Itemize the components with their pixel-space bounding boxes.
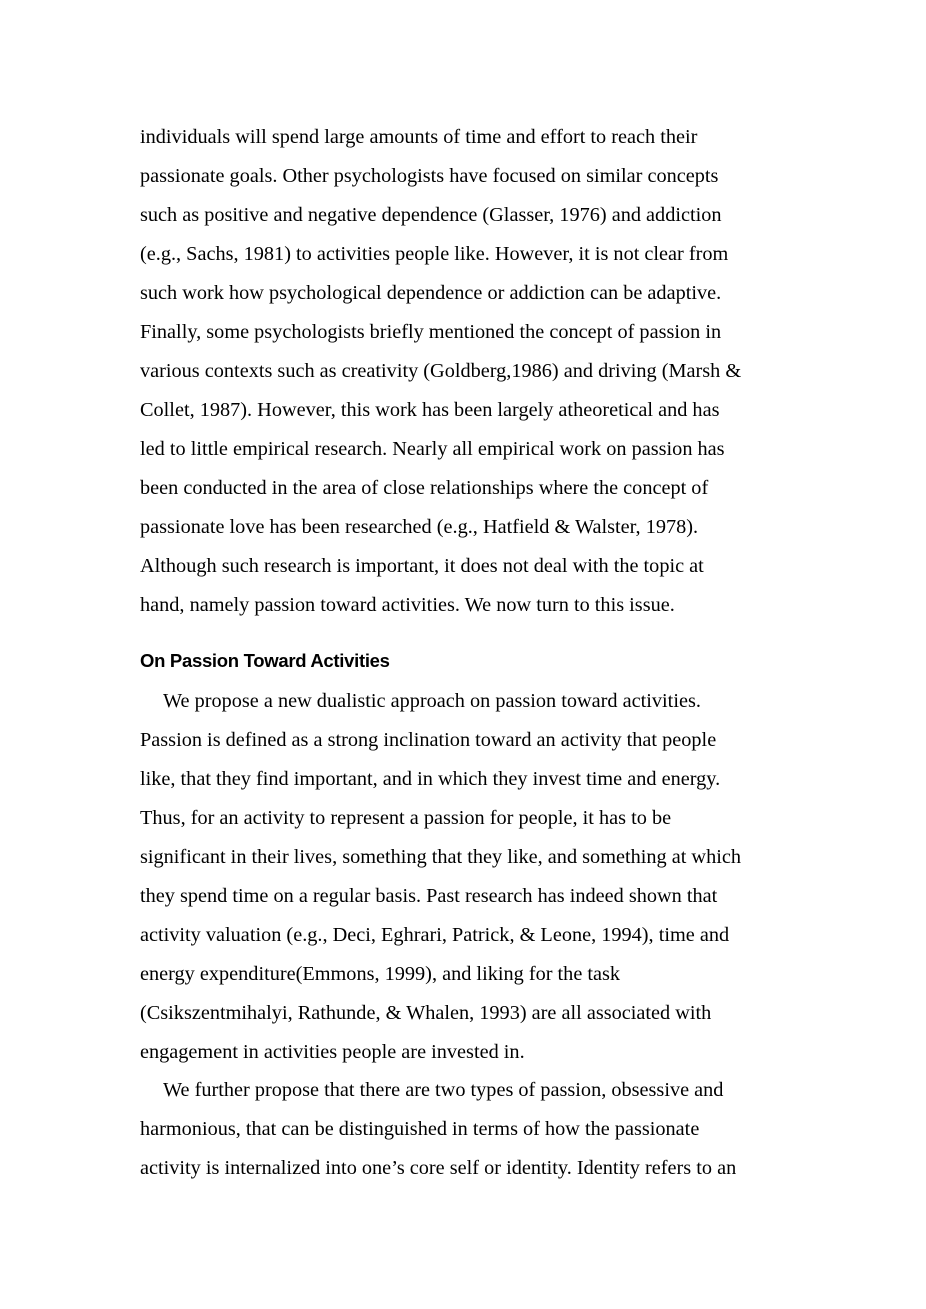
paragraph-1-line: individuals will spend large amounts of time and effort to reach their <box>140 126 698 148</box>
paragraph-3-line: harmonious, that can be distinguished in terms of how the passionate <box>140 1118 700 1140</box>
paragraph-2-line: activity valuation (e.g., Deci, Eghrari, Patrick, & Leone, 1994), time and <box>140 924 730 946</box>
paragraph-2-line: energy expenditure(Emmons, 1999), and liking for the task <box>140 963 621 985</box>
paragraph-1-line: (e.g., Sachs, 1981) to activities people like. However, it is not clear from <box>140 243 729 265</box>
paragraph-2-line: Thus, for an activity to represent a passion for people, it has to be <box>140 807 672 829</box>
paragraph-1-line: various contexts such as creativity (Goldberg,1986) and driving (Marsh & <box>140 360 742 382</box>
paragraph-3-line: We further propose that there are two types of passion, obsessive and <box>163 1079 724 1101</box>
paragraph-2-line: engagement in activities people are invested in. <box>140 1041 525 1063</box>
paragraph-1-line: Collet, 1987). However, this work has been largely atheoretical and has <box>140 399 720 421</box>
paragraph-2-line: they spend time on a regular basis. Past research has indeed shown that <box>140 885 718 907</box>
paragraph-2-line: Passion is defined as a strong inclination toward an activity that people <box>140 729 717 751</box>
paragraph-1-line: such work how psychological dependence or addiction can be adaptive. <box>140 282 722 304</box>
paragraph-1-line: passionate goals. Other psychologists have focused on similar concepts <box>140 165 719 187</box>
paragraph-1-line: Finally, some psychologists briefly mentioned the concept of passion in <box>140 321 722 343</box>
paragraph-3-line: activity is internalized into one’s core self or identity. Identity refers to an <box>140 1157 737 1179</box>
paragraph-1-line: been conducted in the area of close relationships where the concept of <box>140 477 709 499</box>
paragraph-2-line: significant in their lives, something that they like, and something at which <box>140 846 742 868</box>
paragraph-1-line: such as positive and negative dependence (Glasser, 1976) and addiction <box>140 204 722 226</box>
paragraph-2-line: (Csikszentmihalyi, Rathunde, & Whalen, 1993) are all associated with <box>140 1002 712 1024</box>
paragraph-1-line: hand, namely passion toward activities. We now turn to this issue. <box>140 594 675 616</box>
paragraph-2-line: like, that they find important, and in which they invest time and energy. <box>140 768 721 790</box>
paragraph-2-line: We propose a new dualistic approach on passion toward activities. <box>163 690 701 712</box>
paragraph-1-line: passionate love has been researched (e.g., Hatfield & Walster, 1978). <box>140 516 699 538</box>
section-heading: On Passion Toward Activities <box>140 650 390 671</box>
paragraph-1-line: Although such research is important, it does not deal with the topic at <box>140 555 704 577</box>
paragraph-1-line: led to little empirical research. Nearly all empirical work on passion has <box>140 438 725 460</box>
